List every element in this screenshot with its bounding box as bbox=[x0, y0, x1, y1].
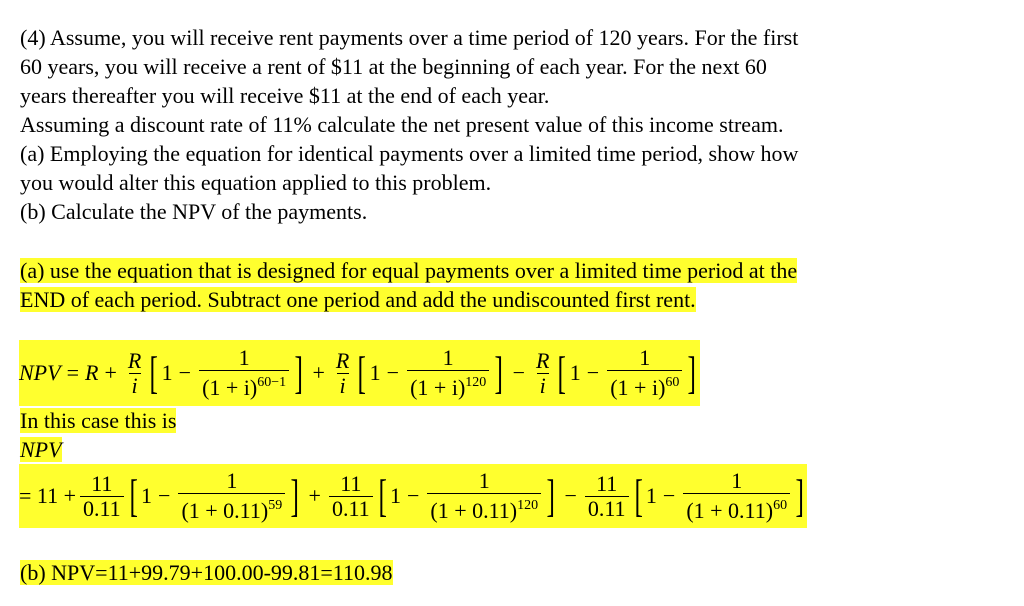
eleven-over-rate: $\frac{11}{0.11}$ bbox=[80, 472, 124, 521]
r-over-i: $\frac{R}{i}$ bbox=[127, 347, 142, 398]
question-line-4: Assuming a discount rate of 11% calculate the net present value of this income stream. bbox=[20, 112, 784, 137]
question-line-5: (a) Employing the equation for identical payments over a limited time period, show how bbox=[20, 141, 799, 166]
eleven-over-rate-2: $\frac{11}{0.11}$ bbox=[329, 472, 373, 521]
equals-sign: = bbox=[66, 360, 79, 385]
eleven-over-rate-3: $\frac{11}{0.11}$ bbox=[585, 472, 629, 521]
specific-bracket-1: [ 1 − $\frac{1}{(1 + 0.11)^{59}}$ ] bbox=[129, 468, 300, 523]
r-over-i-2: $\frac{R}{i}$ bbox=[335, 347, 350, 398]
answer-a-line-1: (a) use the equation that is designed for equal payments over a limited time period at the bbox=[20, 258, 798, 283]
bracket-term-2: [ 1 − $\frac{1}{(1 + i)^{120}}$ ] bbox=[357, 345, 504, 400]
equals-eleven-plus: = 11 + bbox=[19, 483, 76, 508]
plus-sign-2: + bbox=[312, 360, 325, 385]
question-line-1: (4) Assume, you will receive rent payments over a time period of 120 years. For the first bbox=[20, 25, 799, 50]
r-over-i-3: $\frac{R}{i}$ bbox=[536, 347, 550, 398]
question-line-6: you would alter this equation applied to this problem. bbox=[20, 170, 492, 195]
question-line-2: 60 years, you will receive a rent of $11 at the beginning of each year. For the next 60 bbox=[20, 54, 767, 79]
specific-plus: + bbox=[308, 483, 321, 508]
minus-sign: − bbox=[512, 360, 526, 385]
bracket-term-1: [ 1 − $\frac{1}{(1 + i)^{60-1}}$ ] bbox=[149, 345, 304, 400]
plus-sign: + bbox=[104, 360, 117, 385]
bracket-term-3: [ 1 − $\frac{1}{(1 + i)^{60}}$ ] bbox=[557, 345, 697, 400]
answer-a-line-2: END of each period. Subtract one period and add the undiscounted first rent. bbox=[20, 287, 696, 312]
general-npv-equation bbox=[19, 340, 700, 406]
specific-minus: − bbox=[564, 483, 577, 508]
specific-npv-equation bbox=[19, 464, 807, 528]
answer-b-line: (b) NPV=11+99.79+100.00-99.81=110.98 bbox=[20, 560, 393, 585]
npv-label: NPV bbox=[20, 437, 62, 462]
question-line-7: (b) Calculate the NPV of the payments. bbox=[20, 199, 368, 224]
specific-bracket-3: [ 1 − $\frac{1}{(1 + 0.11)^{60}}$ ] bbox=[634, 468, 804, 523]
rent-symbol: R bbox=[84, 360, 99, 385]
in-this-case-text: In this case this is bbox=[20, 408, 177, 433]
npv-symbol: NPV bbox=[19, 360, 61, 385]
specific-bracket-2: [ 1 − $\frac{1}{(1 + 0.11)^{120}}$ ] bbox=[378, 468, 556, 523]
question-line-3: years thereafter you will receive $11 at the end of each year. bbox=[20, 83, 550, 108]
